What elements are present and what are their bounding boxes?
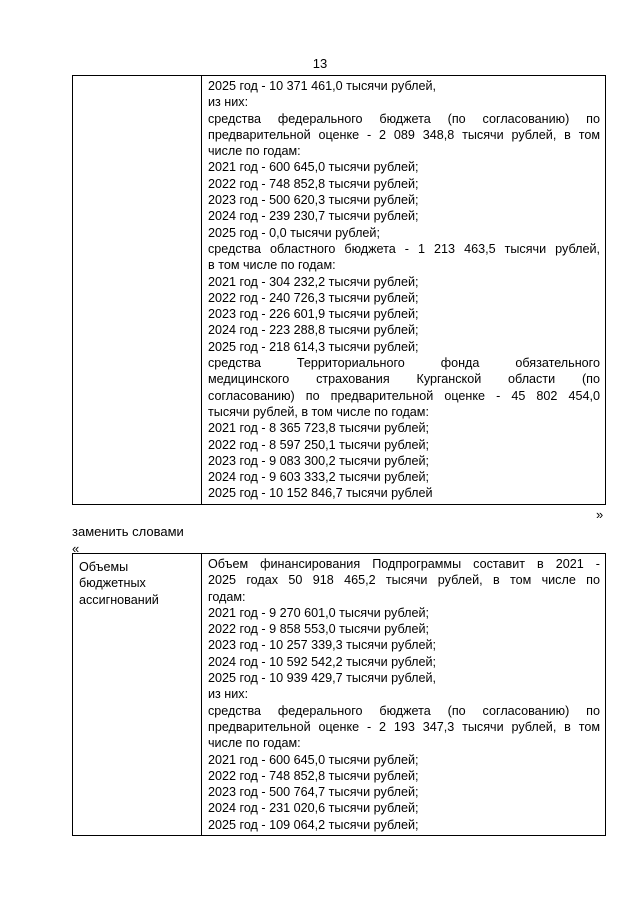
text-line: 2022 год - 240 726,3 тысячи рублей; — [208, 290, 419, 305]
text-line: 2025 год - 0,0 тысячи рублей; — [208, 225, 380, 240]
text-line: 2023 год - 226 601,9 тысячи рублей; — [208, 307, 419, 322]
top-table-left-text — [73, 76, 201, 81]
text-line: предварительной оценке - 2 193 347,3 тысячи рублей, в том — [208, 719, 600, 734]
text-line: в том числе по годам: — [208, 258, 336, 273]
budget-label — [73, 554, 201, 608]
text-line: 2025 год - 10 152 846,7 тысячи рублей — [208, 486, 433, 501]
bottom-table-row — [73, 554, 606, 836]
bottom-table-text — [202, 554, 605, 835]
closing-quote: » — [596, 507, 604, 522]
text-line: 2025 год - 10 939 429,7 тысячи рублей, — [208, 671, 436, 686]
text-line: 2023 год - 10 257 339,3 тысячи рублей; — [208, 638, 436, 653]
text-line: 2024 год - 223 288,8 тысячи рублей; — [208, 323, 419, 338]
text-line: 2021 год - 600 645,0 тысячи рублей; — [208, 160, 419, 175]
text-line: Объем финансирования Подпрограммы составит в 2021 - — [208, 557, 600, 571]
text-line: 2025 год - 109 064,2 тысячи рублей; — [208, 817, 419, 832]
label-line: бюджетных — [79, 576, 146, 591]
text-line: годам: — [208, 589, 246, 604]
top-table-right-cell — [202, 76, 606, 505]
page-number: 13 — [312, 56, 328, 71]
text-line: средства федерального бюджета (по согласованию) по — [208, 111, 600, 126]
text-line: 2021 год - 9 270 601,0 тысячи рублей; — [208, 605, 429, 620]
text-line: 2025 год - 218 614,3 тысячи рублей; — [208, 339, 419, 354]
label-line: ассигнований — [79, 592, 159, 607]
text-line: 2025 годах 50 918 465,2 тысячи рублей, в том числе по — [208, 573, 600, 588]
text-line: из них: — [208, 687, 249, 702]
opening-quote: « — [72, 541, 80, 556]
text-line: числе по годам: — [208, 736, 301, 751]
text-line: 2022 год - 8 597 250,1 тысячи рублей; — [208, 437, 429, 452]
text-line: 2024 год - 239 230,7 тысячи рублей; — [208, 209, 419, 224]
bottom-table-right-cell — [202, 554, 606, 836]
text-line: числе по годам: — [208, 144, 301, 159]
top-table-row — [73, 76, 606, 505]
text-line: 2025 год - 10 371 461,0 тысячи рублей, — [208, 79, 436, 93]
text-line: медицинского страхования Курганской области (по — [208, 372, 600, 387]
text-line: согласованию) по предварительной оценке - 45 802 454,0 — [208, 388, 600, 403]
text-line: 2024 год - 10 592 542,2 тысячи рублей; — [208, 654, 436, 669]
top-table — [72, 75, 606, 505]
text-line: 2023 год - 9 083 300,2 тысячи рублей; — [208, 453, 429, 468]
text-line: 2022 год - 9 858 553,0 тысячи рублей; — [208, 622, 429, 637]
replace-instruction: заменить словами — [72, 524, 184, 539]
text-line: 2023 год - 500 764,7 тысячи рублей; — [208, 785, 419, 800]
text-line: средства Территориального фонда обязательного — [208, 356, 600, 371]
label-line: Объемы — [79, 560, 129, 574]
text-line: предварительной оценке - 2 089 348,8 тысячи рублей, в том — [208, 127, 600, 142]
text-line: 2022 год - 748 852,8 тысячи рублей; — [208, 768, 419, 783]
top-table-text — [202, 76, 605, 504]
text-line: тысячи рублей, в том числе по годам: — [208, 404, 429, 419]
text-line: 2024 год - 231 020,6 тысячи рублей; — [208, 801, 419, 816]
bottom-table — [72, 553, 606, 836]
bottom-table-left-cell — [73, 554, 202, 836]
text-line: средства областного бюджета - 1 213 463,5 тысячи рублей, — [208, 241, 600, 256]
text-line: 2022 год - 748 852,8 тысячи рублей; — [208, 176, 419, 191]
text-line: 2023 год - 500 620,3 тысячи рублей; — [208, 193, 419, 208]
text-line: 2021 год - 600 645,0 тысячи рублей; — [208, 752, 419, 767]
text-line: 2021 год - 8 365 723,8 тысячи рублей; — [208, 421, 429, 436]
text-line: из них: — [208, 95, 249, 110]
text-line: 2024 год - 9 603 333,2 тысячи рублей; — [208, 470, 429, 485]
top-table-left-cell — [73, 76, 202, 505]
text-line: 2021 год - 304 232,2 тысячи рублей; — [208, 274, 419, 289]
text-line: средства федерального бюджета (по согласованию) по — [208, 703, 600, 718]
